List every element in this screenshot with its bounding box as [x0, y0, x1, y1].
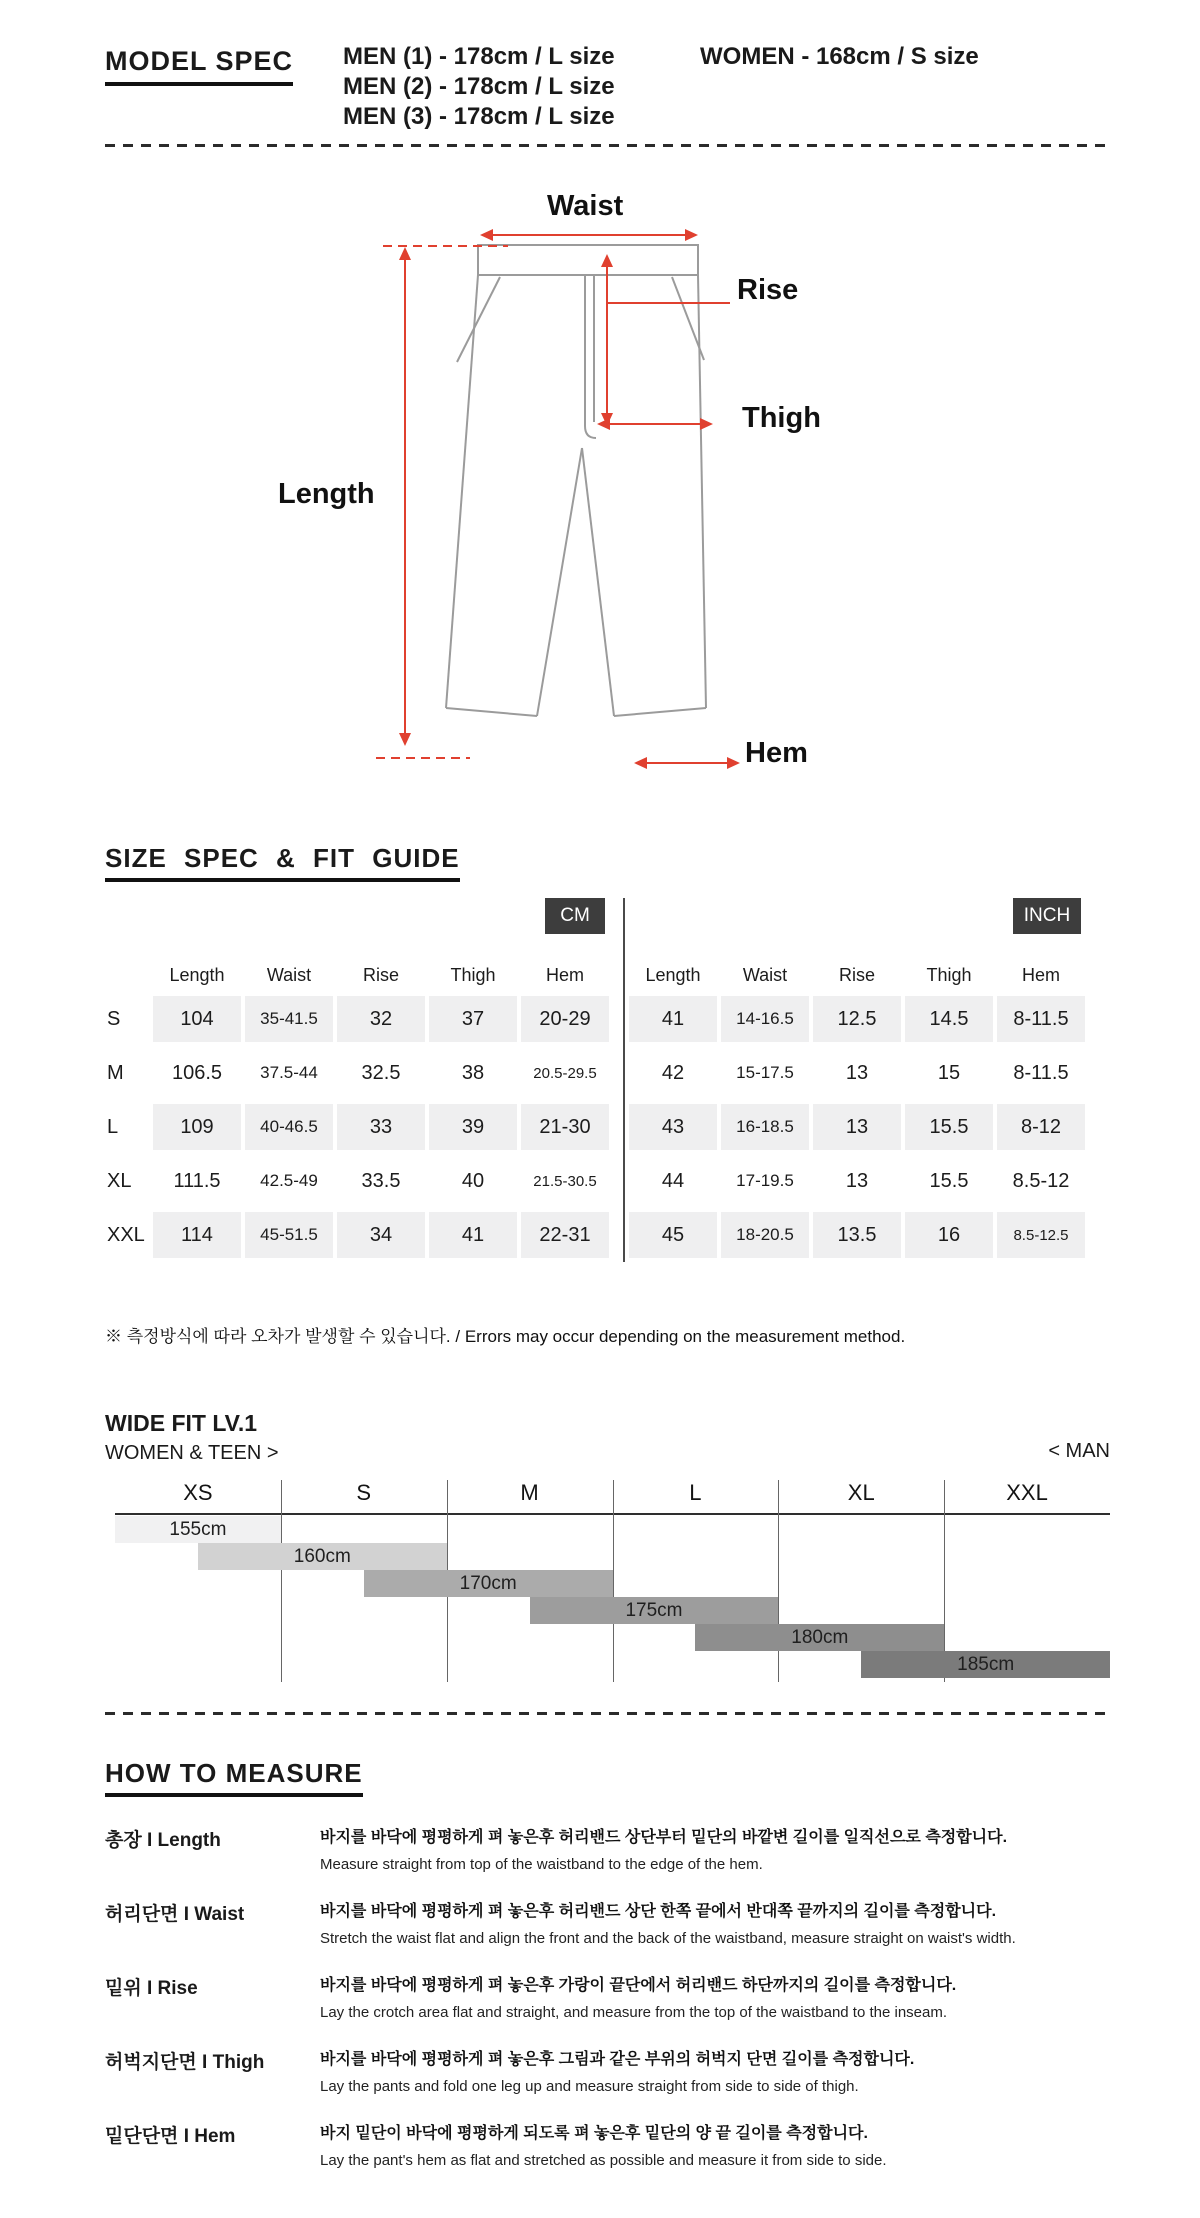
inch-cell: 15 [937, 1061, 961, 1084]
fit-bar-180cm: 180cm [695, 1624, 944, 1651]
cm-cell: 34 [337, 1212, 425, 1258]
measure-row-desc [320, 1898, 1125, 1947]
inch-cell: 16 [905, 1212, 993, 1258]
fit-col-label-l: L [689, 1480, 702, 1505]
cm-cell: 20-29 [521, 996, 609, 1042]
inch-cell: 13 [845, 1169, 869, 1192]
inch-cell: 8-11.5 [1013, 1061, 1069, 1084]
diagram-label-thigh: Thigh [742, 402, 821, 434]
dashed-separator-bottom [105, 1712, 1105, 1715]
size-spec-title: SIZE SPEC & FIT GUIDE [105, 843, 460, 882]
inch-cell: 41 [629, 996, 717, 1042]
cm-col-header-length: Length [169, 965, 225, 985]
cm-cell: 41 [429, 1212, 517, 1258]
fit-col-label-s: S [356, 1480, 372, 1505]
fit-col-label-xxl: XXL [1006, 1480, 1048, 1505]
fit-bar-170cm: 170cm [364, 1570, 613, 1597]
cm-cell: 22-31 [521, 1212, 609, 1258]
fit-guide-chart [115, 1480, 1110, 1690]
cm-cell: 38 [461, 1061, 485, 1084]
inch-col-header-thigh: Thigh [926, 965, 972, 985]
table-divider [623, 898, 625, 1262]
cm-cell: 39 [429, 1104, 517, 1150]
cm-cell: 32 [337, 996, 425, 1042]
cm-cell: 21.5-30.5 [533, 1172, 597, 1190]
diagram-label-length: Length [278, 478, 375, 510]
cm-cell: 42.5-49 [260, 1171, 318, 1190]
fit-bar-155cm: 155cm [115, 1516, 281, 1543]
inch-cell: 45 [629, 1212, 717, 1258]
cm-cell: 104 [153, 996, 241, 1042]
pants-outline [446, 245, 706, 716]
size-label-s: S [107, 1007, 121, 1030]
measure-row-label: 총장 I Length [105, 1830, 221, 1851]
diagram-label-hem: Hem [745, 737, 808, 769]
cm-cell: 106.5 [171, 1061, 223, 1084]
measure-row-english: Lay the pants and fold one leg up and measure straight from side to side of thigh. [320, 2078, 859, 2095]
inch-cell: 16-18.5 [721, 1104, 809, 1150]
measure-row-desc [320, 1824, 1125, 1873]
size-label-m: M [107, 1061, 124, 1084]
rise-arrowhead-top [601, 254, 613, 267]
measurement-note: ※ 측정방식에 따라 오차가 발생할 수 있습니다. / Errors may occur depending on the measurement method. [105, 1327, 906, 1346]
inch-cell: 43 [629, 1104, 717, 1150]
cm-cell: 111.5 [173, 1169, 221, 1192]
measure-row-desc [320, 2120, 1125, 2169]
fit-bar-160cm: 160cm [198, 1543, 447, 1570]
pants-measure-diagram [0, 170, 1200, 815]
measure-row-label: 허리단면 I Waist [105, 1904, 245, 1925]
cm-cell: 114 [153, 1212, 241, 1258]
model-spec-men-1: MEN (1) - 178cm / L size [343, 43, 615, 70]
measure-row-english: Stretch the waist flat and align the front and the back of the waistband, measure straight on waist's width. [320, 1930, 1016, 1947]
measure-row-desc [320, 1972, 1125, 2021]
cm-cell: 33.5 [361, 1169, 401, 1192]
fit-guide-title: WIDE FIT LV.1 [105, 1410, 258, 1436]
measure-row-korean: 바지 밑단이 바닥에 평평하게 되도록 펴 놓은후 밑단의 양 끝 길이를 측정합니다. [320, 2125, 868, 2142]
cm-cell: 40-46.5 [245, 1104, 333, 1150]
cm-col-header-rise: Rise [362, 965, 399, 985]
model-spec-men-2: MEN (2) - 178cm / L size [343, 73, 615, 100]
fit-col-label-xl: XL [847, 1480, 875, 1505]
inch-cell: 44 [661, 1169, 685, 1192]
inch-cell: 15.5 [929, 1169, 969, 1192]
inch-cell: 8.5-12.5 [997, 1212, 1085, 1258]
cm-col-header-waist: Waist [266, 965, 312, 985]
measure-row-label: 밑위 I Rise [105, 1978, 198, 1999]
fit-col-label-xs: XS [183, 1480, 213, 1505]
diagram-label-rise: Rise [737, 274, 799, 306]
size-table-cm [105, 962, 609, 1258]
thigh-arrowhead-right [700, 418, 713, 430]
inch-col-header-hem: Hem [1021, 965, 1060, 985]
inch-cell: 8-12 [997, 1104, 1085, 1150]
thigh-arrowhead-left [597, 418, 610, 430]
cm-col-header-thigh: Thigh [450, 965, 496, 985]
cm-cell: 109 [153, 1104, 241, 1150]
size-label-l: L [107, 1115, 119, 1138]
measure-row-korean: 바지를 바닥에 평평하게 펴 놓은후 가랑이 끝단에서 허리밴드 하단까지의 길이를 측정합니다. [320, 1977, 957, 1994]
table-corner [105, 962, 149, 988]
waist-arrowhead-right [685, 229, 698, 241]
how-to-measure-title: HOW TO MEASURE [105, 1758, 363, 1797]
cm-cell: 40 [461, 1169, 485, 1192]
size-table-inch [629, 962, 1085, 1258]
inch-cell: 15-17.5 [736, 1063, 794, 1082]
hem-arrowhead-left [634, 757, 647, 769]
inch-col-header-length: Length [645, 965, 701, 985]
fit-guide-women-teen-label: WOMEN & TEEN > [105, 1442, 279, 1464]
fit-bar-185cm: 185cm [861, 1651, 1110, 1678]
size-label-xxl: XXL [107, 1223, 145, 1246]
measure-row [105, 1824, 1125, 1873]
fit-bar-175cm: 175cm [530, 1597, 779, 1624]
model-spec-title: MODEL SPEC [105, 46, 293, 86]
cm-col-header-hem: Hem [545, 965, 584, 985]
inch-col-header-waist: Waist [742, 965, 788, 985]
inch-cell: 14.5 [905, 996, 993, 1042]
inch-cell: 13.5 [813, 1212, 901, 1258]
inch-cell: 13 [845, 1061, 869, 1084]
fit-col-label-m: M [520, 1480, 539, 1505]
size-label-xl: XL [107, 1169, 132, 1192]
inch-col-header-rise: Rise [838, 965, 875, 985]
cm-cell: 32.5 [361, 1061, 401, 1084]
inch-cell: 17-19.5 [736, 1171, 794, 1190]
inch-cell: 15.5 [905, 1104, 993, 1150]
measure-row [105, 1898, 1125, 1947]
measure-row-english: Measure straight from top of the waistband to the edge of the hem. [320, 1856, 763, 1873]
unit-badge-cm: CM [545, 898, 605, 934]
hem-arrowhead-right [727, 757, 740, 769]
fit-chart-tick [281, 1480, 282, 1682]
waist-arrowhead-left [480, 229, 493, 241]
length-arrowhead-top [399, 247, 411, 260]
measure-row-korean: 바지를 바닥에 평평하게 펴 놓은후 허리밴드 상단 한쪽 끝에서 반대쪽 끝까지의 길이를 측정합니다. [320, 1903, 997, 1920]
inch-cell: 14-16.5 [721, 996, 809, 1042]
inch-cell: 42 [661, 1061, 685, 1084]
inch-cell: 8.5-12 [1012, 1169, 1070, 1192]
cm-cell: 21-30 [521, 1104, 609, 1150]
measure-row-korean: 바지를 바닥에 평평하게 펴 놓은후 허리밴드 상단부터 밑단의 바깥변 길이를 일직선으로 측정합니다. [320, 1829, 1008, 1846]
fit-chart-tick [613, 1480, 614, 1682]
cm-cell: 20.5-29.5 [533, 1064, 597, 1082]
how-to-measure-rows [105, 1824, 1125, 2194]
measure-row-desc [320, 2046, 1125, 2095]
fit-chart-tick [778, 1480, 779, 1682]
cm-cell: 45-51.5 [245, 1212, 333, 1258]
measure-row [105, 1972, 1125, 2021]
inch-cell: 12.5 [813, 996, 901, 1042]
measure-row-english: Lay the crotch area flat and straight, and measure from the top of the waistband to the inseam. [320, 2004, 948, 2021]
model-spec-women: WOMEN - 168cm / S size [700, 43, 979, 70]
measure-row-label: 밑단단면 I Hem [105, 2126, 236, 2147]
measure-row-english: Lay the pant's hem as flat and stretched as possible and measure it from side to side. [320, 2152, 887, 2169]
cm-cell: 37 [429, 996, 517, 1042]
inch-cell: 8-11.5 [997, 996, 1085, 1042]
measure-row [105, 2046, 1125, 2095]
model-spec-men-list [343, 42, 615, 132]
fit-guide-man-label: < MAN [1048, 1440, 1110, 1462]
inch-cell: 13 [813, 1104, 901, 1150]
model-spec-men-3: MEN (3) - 178cm / L size [343, 103, 615, 130]
diagram-label-waist: Waist [547, 190, 624, 222]
cm-cell: 33 [337, 1104, 425, 1150]
measure-row-korean: 바지를 바닥에 평평하게 펴 놓은후 그림과 같은 부위의 허벅지 단면 길이를 측정합니다. [320, 2051, 915, 2068]
inch-cell: 18-20.5 [721, 1212, 809, 1258]
measure-row-label: 허벅지단면 I Thigh [105, 2052, 265, 2073]
measure-row [105, 2120, 1125, 2169]
dashed-separator-top [105, 144, 1105, 147]
cm-cell: 35-41.5 [245, 996, 333, 1042]
length-arrowhead-bottom [399, 733, 411, 746]
cm-cell: 37.5-44 [260, 1063, 318, 1082]
unit-badge-inch: INCH [1013, 898, 1081, 934]
